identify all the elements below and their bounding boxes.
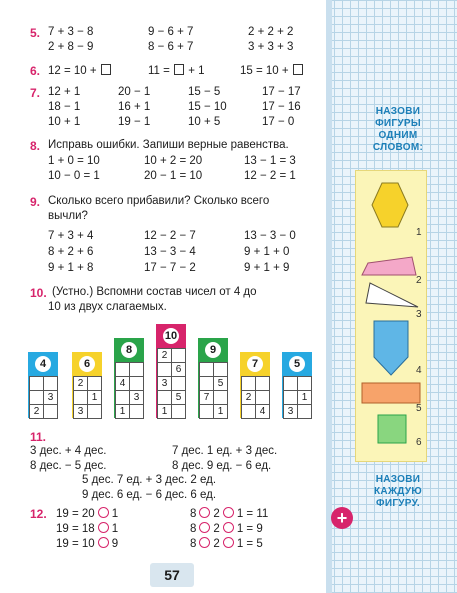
house-cell <box>129 376 144 391</box>
equation: 15 = 10 + <box>240 64 304 77</box>
house-cell: 3 <box>283 404 298 419</box>
pentagon-shape <box>374 321 408 375</box>
house-cell: 1 <box>115 404 130 419</box>
house-cell <box>115 390 130 405</box>
house-cell <box>199 376 214 391</box>
house-cell <box>213 362 228 377</box>
house-number: 8 <box>121 342 137 358</box>
compare-row: 8 2 1 = 11 <box>190 508 269 520</box>
page-number: 57 <box>150 563 194 587</box>
number-house <box>156 324 186 418</box>
house-cell <box>283 390 298 405</box>
task-8-number: 8. <box>30 139 41 153</box>
task-9-instruction: Сколько всего прибавили? Сколько всего <box>48 195 270 207</box>
house-cell: 2 <box>73 376 88 391</box>
house-cell <box>43 376 58 391</box>
house-number: 10 <box>164 330 178 342</box>
house-cell <box>171 404 186 419</box>
house-cell: 3 <box>129 390 144 405</box>
shapes-panel <box>355 170 427 462</box>
house-cell <box>199 362 214 377</box>
house-number: 4 <box>35 356 51 372</box>
empty-box <box>174 64 184 75</box>
house-cell: 1 <box>157 404 172 419</box>
house-cell <box>73 390 88 405</box>
side-title-1: НАЗОВИ ФИГУРЫ ОДНИМ СЛОВОМ: <box>372 106 424 153</box>
house-cell <box>241 376 256 391</box>
house-cell <box>87 404 102 419</box>
shape-label: 6 <box>416 437 422 448</box>
house-cell: 2 <box>241 390 256 405</box>
house-cell: 4 <box>115 376 130 391</box>
house-roof <box>28 352 58 376</box>
house-roof <box>240 352 270 376</box>
house-cell: 1 <box>297 390 312 405</box>
empty-box <box>101 64 111 75</box>
house-cell: 2 <box>29 404 44 419</box>
shape-label: 5 <box>416 403 422 414</box>
compare-circle <box>98 537 109 548</box>
task-12-number: 12. <box>30 507 47 521</box>
expr: 2 + 2 + 2 <box>248 26 294 38</box>
compare-row: 19 = 18 1 <box>56 523 119 535</box>
house-roof <box>156 324 186 348</box>
house-cell <box>87 376 102 391</box>
shape-label: 2 <box>416 275 422 286</box>
shape-label: 1 <box>416 227 422 238</box>
expr: 2 + 8 − 9 <box>48 41 94 53</box>
task-5-number: 5. <box>30 26 41 40</box>
house-cell: 3 <box>157 376 172 391</box>
expr: 7 + 3 − 8 <box>48 26 94 38</box>
rectangle-shape <box>362 383 420 403</box>
house-cell <box>241 404 256 419</box>
compare-row: 19 = 10 9 <box>56 538 119 550</box>
house-cell <box>43 404 58 419</box>
expr: 9 − 6 + 7 <box>148 26 194 38</box>
house-cell: 1 <box>213 404 228 419</box>
house-cell: 3 <box>73 404 88 419</box>
square-shape <box>378 415 406 443</box>
house-cell: 3 <box>43 390 58 405</box>
house-cell <box>213 390 228 405</box>
house-number: 9 <box>205 342 221 358</box>
house-cell <box>129 362 144 377</box>
side-title-2: НАЗОВИ КАЖДУЮ ФИГУРУ. <box>374 474 422 509</box>
house-cell: 6 <box>171 362 186 377</box>
task-11-number: 11. <box>30 430 47 444</box>
task-10-number: 10. <box>30 286 47 300</box>
trapezoid-shape <box>362 257 416 275</box>
shape-label: 4 <box>416 365 422 376</box>
compare-row: 8 2 1 = 5 <box>190 538 263 550</box>
task-10-instruction-2: 10 из двух слагаемых. <box>48 301 167 313</box>
task-9-instruction-2: вычли? <box>48 210 88 222</box>
house-cell <box>171 348 186 363</box>
house-cell <box>129 404 144 419</box>
house-roof <box>282 352 312 376</box>
shape-label: 3 <box>416 309 422 320</box>
house-cell <box>157 362 172 377</box>
task-6-number: 6. <box>30 64 41 78</box>
triangle-shape <box>366 283 418 307</box>
textbook-page: 5. 7 + 3 − 8 9 − 6 + 7 2 + 2 + 2 2 + 8 − 9 8 − 6 + 7 3 + 3 + 3 6. 12 = 10 + 11 = + 1 15 = 10 + 7. 12 + 1 20 − 1 15 − 5 17 − 17 18 − 1 16 + 1 15 − 10 17 − 16 10 + 1 19 − 1 10 + 5 17 − 0 8. Исправь ошибки. Запиши верные равенства. 1 + 0 = 10 10 + 2 = 20 13 − 1 = 3 10 − 0 = 1 20 − 1 = 10 12 − 2 = 1 9. Сколько всего прибавили? Сколько всего вычли? 7 + 3 + 4 12 − 2 − 7 13 − 3 − 0 8 + 2 + 6 13 − 3 − 4 9 + 1 + 0 9 + 1 + 8 17 − 7 − 2 9 + 1 + 9 10. (Устно.) Вспомни состав чисел от 4 до 10 из двух слагаемых. 4 3 2 6 2 1 3 8 4 3 1 10 2 6 3 5 1 9 5 7 1 7 2 4 5 1 3 11. 3 дес. + 4 дес. 7 дес. 1 ед. + 3 дес. 8 дес. − 5 дес. 8 дес. 9 ед. − 6 ед. 5 дес. 7 ед. + 3 дес. 2 ед. 9 дес. 6 ед. − 6 дес. 6 ед. 12. 19 = 20 1 19 = 18 1 19 = 10 9 8 2 1 = 11 8 2 1 = 9 8 2 1 = 5 57 НАЗОВИ ФИГУРЫ ОДНИМ СЛОВОМ: 1 2 3 4 5 6 НАЗОВИ КАЖДУЮ ФИГУРУ. + <box>0 0 457 593</box>
plus-icon: + <box>331 507 353 529</box>
house-cell <box>283 376 298 391</box>
house-roof <box>72 352 102 376</box>
compare-circle <box>98 522 109 533</box>
house-number: 5 <box>289 356 305 372</box>
house-cell <box>255 390 270 405</box>
hexagon-shape <box>372 183 408 227</box>
number-house <box>72 352 102 418</box>
house-cell <box>297 376 312 391</box>
equation: 12 = 10 + <box>48 64 112 77</box>
house-cell: 4 <box>255 404 270 419</box>
house-cell <box>157 390 172 405</box>
house-roof <box>198 338 228 362</box>
house-cell <box>199 404 214 419</box>
expr: 8 − 6 + 7 <box>148 41 194 53</box>
equation: 11 = + 1 <box>148 65 205 77</box>
number-house <box>114 338 144 418</box>
house-cell: 7 <box>199 390 214 405</box>
compare-row: 8 2 1 = 9 <box>190 523 263 535</box>
house-cell: 1 <box>87 390 102 405</box>
expr: 3 + 3 + 3 <box>248 41 294 53</box>
compare-circle <box>98 507 109 518</box>
house-number: 6 <box>79 356 95 372</box>
number-house <box>282 352 312 418</box>
house-cell <box>29 376 44 391</box>
house-cell <box>115 362 130 377</box>
number-house <box>240 352 270 418</box>
house-cell <box>29 390 44 405</box>
house-cell: 5 <box>171 390 186 405</box>
house-roof <box>114 338 144 362</box>
house-number: 7 <box>247 356 263 372</box>
house-cell <box>297 404 312 419</box>
house-cell: 2 <box>157 348 172 363</box>
compare-row: 19 = 20 1 <box>56 508 119 520</box>
number-house <box>198 338 228 418</box>
empty-box <box>293 64 303 75</box>
task-8-instruction: Исправь ошибки. Запиши верные равенства. <box>48 139 289 151</box>
task-10-instruction: (Устно.) Вспомни состав чисел от 4 до <box>52 286 257 298</box>
number-house <box>28 352 58 418</box>
house-cell <box>171 376 186 391</box>
house-cell: 5 <box>213 376 228 391</box>
house-cell <box>255 376 270 391</box>
task-9-number: 9. <box>30 195 41 209</box>
task-7-number: 7. <box>30 86 41 100</box>
